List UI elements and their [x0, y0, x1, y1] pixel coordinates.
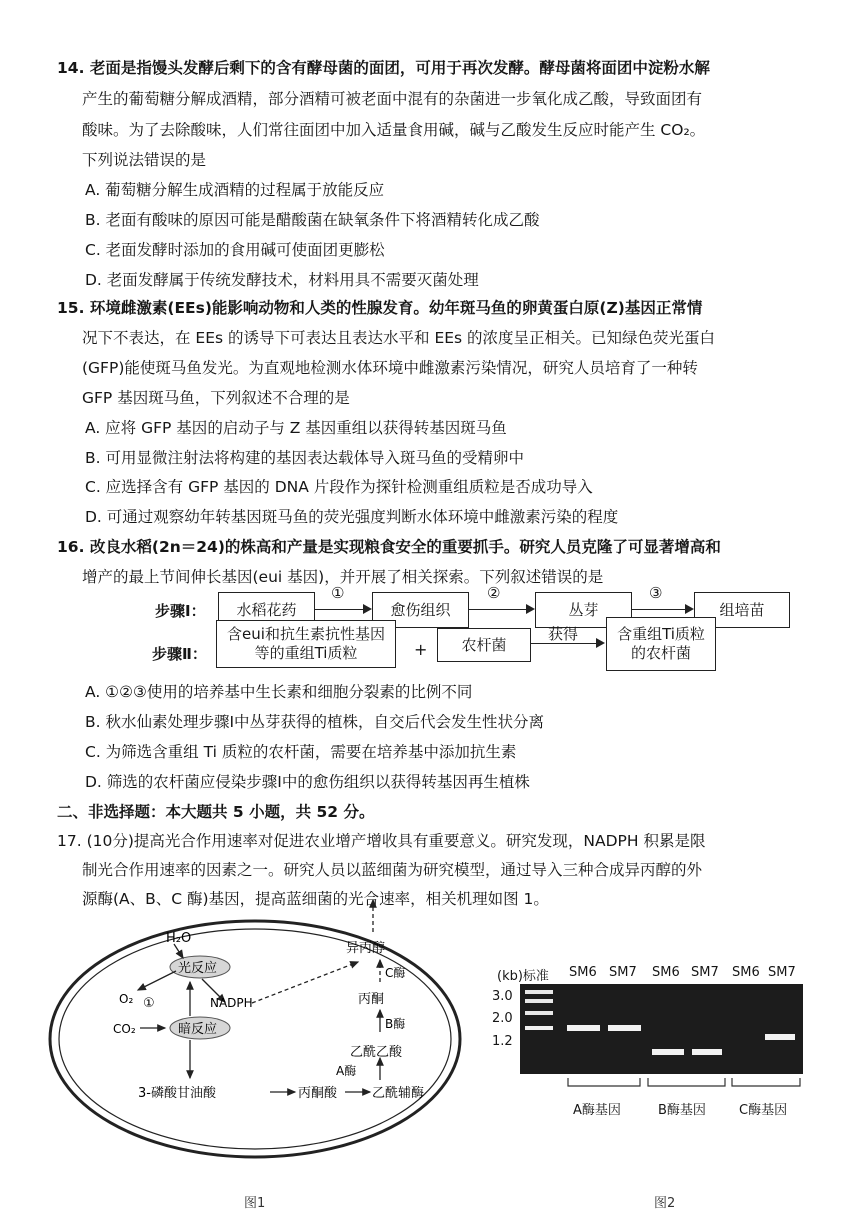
fig2-band-b-sm6 — [652, 1049, 684, 1055]
q15-line-2: 况下不表达，在 EEs 的诱导下可表达且表达水平和 EEs 的浓度呈正相关。已知绿色荧光蛋白 — [82, 329, 716, 347]
fig1-arrow-o2 — [138, 971, 176, 990]
step2-box-agrobacterium: 农杆菌 — [437, 628, 531, 662]
fig2-band-b-sm7 — [692, 1049, 722, 1055]
step1-box-plantlet: 组培苗 — [694, 592, 790, 628]
fig1-arrow-h2o — [174, 944, 183, 958]
q14-line-2: 产生的葡萄糖分解成酒精，部分酒精可被老面中混有的杂菌进一步氧化成乙酸，导致面团有 — [82, 90, 703, 108]
step2-box-plasmid: 含eui和抗生素抗性基因等的重组Ti质粒 — [216, 620, 396, 668]
fig2-lane-3: SM6 — [652, 965, 680, 980]
q14-option-d: D. 老面发酵属于传统发酵技术，材料用具不需要灭菌处理 — [85, 271, 479, 289]
step1-arrow-1 — [315, 609, 370, 610]
fig1-cell-inner-membrane — [59, 929, 451, 1149]
step2-plus: + — [414, 640, 428, 659]
fig1-enzyme-b: B酶 — [385, 1017, 406, 1031]
fig1-arrow-nadph-to-c — [252, 962, 358, 1003]
q14-option-b: B. 老面有酸味的原因可能是醋酸菌在缺氧条件下将酒精转化成乙酸 — [85, 211, 540, 229]
fig1-circle-1: ① — [143, 996, 155, 1011]
q17-line-2: 制光合作用速率的因素之一。研究人员以蓝细菌为研究模型，通过导入三种合成异丙醇的外 — [82, 861, 703, 879]
fig2-ladder-band-2-5 — [525, 999, 553, 1003]
fig2-lane-1: SM6 — [569, 965, 597, 980]
fig1-acetoacetate: 乙酰乙酸 — [350, 1045, 403, 1060]
fig2-group-a: A酶基因 — [573, 1103, 621, 1118]
fig2-lane-6: SM7 — [768, 965, 796, 980]
q15-option-a: A. 应将 GFP 基因的启动子与 Z 基因重组以获得转基因斑马鱼 — [85, 419, 507, 437]
fig1-co2: CO₂ — [113, 1022, 136, 1036]
step1-box-callus: 愈伤组织 — [372, 592, 469, 628]
fig1-acetone: 丙酮 — [358, 992, 385, 1007]
q15-option-c: C. 应选择含有 GFP 基因的 DNA 片段作为探针检测重组质粒是否成功导入 — [85, 478, 593, 496]
fig2-header: (kb)标准 — [497, 969, 549, 984]
step2-label: 步骤Ⅱ： — [152, 645, 207, 663]
fig2-gel — [520, 984, 803, 1074]
q15-option-d: D. 可通过观察幼年转基因斑马鱼的荧光强度判断水体环境中雌激素污染的程度 — [85, 508, 619, 526]
q14-option-c: C. 老面发酵时添加的食用碱可使面团更膨松 — [85, 241, 385, 259]
step1-arrow-1-label: ① — [331, 584, 345, 602]
q15-line-1: 15. 环境雌激素(EEs)能影响动物和人类的性腺发育。幼年斑马鱼的卵黄蛋白原(Z)基因正常情 — [57, 299, 703, 317]
q15-line-4: GFP 基因斑马鱼，下列叙述不合理的是 — [82, 389, 350, 407]
step1-box-anther: 水稻花药 — [218, 592, 315, 628]
q14-line-4: 下列说法错误的是 — [82, 151, 207, 169]
fig1-enzyme-a: A酶 — [336, 1064, 357, 1078]
fig2-marker-3-0: 3.0 — [492, 989, 513, 1004]
q14-option-a: A. 葡萄糖分解生成酒精的过程属于放能反应 — [85, 181, 385, 199]
fig1-diagram — [40, 892, 480, 1192]
q17-line-1: 17. (10分)提高光合作用速率对促进农业增产增收具有重要意义。研究发现，NADPH 积累是限 — [57, 832, 706, 850]
fig2-ladder-band-1-2 — [525, 1026, 553, 1030]
fig2-ladder-band-3-0 — [525, 990, 553, 994]
fig2-band-c-sm7 — [765, 1034, 795, 1040]
step1-arrow-3 — [632, 609, 692, 610]
fig2-marker-2-0: 2.0 — [492, 1011, 513, 1026]
section-2-heading: 二、非选择题：本大题共 5 小题，共 52 分。 — [57, 803, 375, 821]
step1-arrow-2 — [469, 609, 533, 610]
fig2-caption: 图2 — [654, 1196, 676, 1211]
fig1-h2o: H₂O — [166, 931, 192, 946]
q16-option-a: A. ①②③使用的培养基中生长素和细胞分裂素的比例不同 — [85, 683, 473, 701]
q16-line-1: 16. 改良水稻(2n＝24)的株高和产量是实现粮食安全的重要抓手。研究人员克隆了可显著增高和 — [57, 538, 721, 556]
fig1-caption: 图1 — [244, 1196, 266, 1211]
fig2-lane-4: SM7 — [691, 965, 719, 980]
fig1-dark-reaction: 暗反应 — [178, 1022, 218, 1037]
step1-label: 步骤Ⅰ： — [155, 602, 206, 620]
fig2-lane-2: SM7 — [609, 965, 637, 980]
q15-option-b: B. 可用显微注射法将构建的基因表达载体导入斑马鱼的受精卵中 — [85, 449, 524, 467]
fig1-enzyme-c: C酶 — [385, 966, 406, 980]
fig2-band-a-sm7 — [608, 1025, 641, 1031]
fig2-marker-1-2: 1.2 — [492, 1034, 513, 1049]
q14-line-1: 14. 老面是指馒头发酵后剩下的含有酵母菌的面团，可用于再次发酵。酵母菌将面团中淀粉水解 — [57, 59, 710, 77]
fig1-cell-outer-wall — [50, 921, 460, 1157]
fig1-acetylcoa: 乙酰辅酶 — [372, 1086, 425, 1101]
fig2-band-a-sm6 — [567, 1025, 600, 1031]
fig2-ladder-band-2-0 — [525, 1011, 553, 1015]
step1-box-shoot: 丛芽 — [535, 592, 632, 628]
fig1-nadph: NADPH — [210, 996, 253, 1010]
step1-arrow-3-label: ③ — [649, 584, 663, 602]
fig1-pga: 3-磷酸甘油酸 — [138, 1086, 216, 1101]
fig1-light-reaction: 光反应 — [178, 961, 218, 976]
fig2-lane-5: SM6 — [732, 965, 760, 980]
step2-arrow-label: 获得 — [548, 625, 579, 643]
q17-line-3: 源酶(A、B、C 酶)基因，提高蓝细菌的光合速率，相关机理如图 1。 — [82, 890, 549, 908]
fig2-gel-background — [520, 984, 803, 1074]
fig1-pyruvate: 丙酮酸 — [298, 1086, 338, 1101]
fig1-o2: O₂ — [119, 992, 134, 1006]
q16-option-d: D. 筛选的农杆菌应侵染步骤Ⅰ中的愈伤组织以获得转基因再生植株 — [85, 773, 530, 791]
q14-line-3: 酸味。为了去除酸味，人们常往面团中加入适量食用碱，碱与乙酸发生反应时能产生 CO₂。 — [82, 121, 706, 139]
fig2-group-braces — [560, 1076, 805, 1098]
q15-line-3: (GFP)能使斑马鱼发光。为直观地检测水体环境中雌激素污染情况，研究人员培育了一种转 — [82, 359, 698, 377]
step2-box-result: 含重组Ti质粒的农杆菌 — [606, 617, 716, 671]
fig2-group-c: C酶基因 — [739, 1103, 788, 1118]
step1-arrow-2-label: ② — [487, 584, 501, 602]
q16-line-2: 增产的最上节间伸长基因(eui 基因)，并开展了相关探索。下列叙述错误的是 — [82, 568, 604, 586]
fig1-isopropanol: 异丙醇 — [346, 941, 386, 956]
fig2-group-b: B酶基因 — [658, 1103, 706, 1118]
q16-option-c: C. 为筛选含重组 Ti 质粒的农杆菌，需要在培养基中添加抗生素 — [85, 743, 517, 761]
q16-option-b: B. 秋水仙素处理步骤Ⅰ中丛芽获得的植株，自交后代会发生性状分离 — [85, 713, 545, 731]
